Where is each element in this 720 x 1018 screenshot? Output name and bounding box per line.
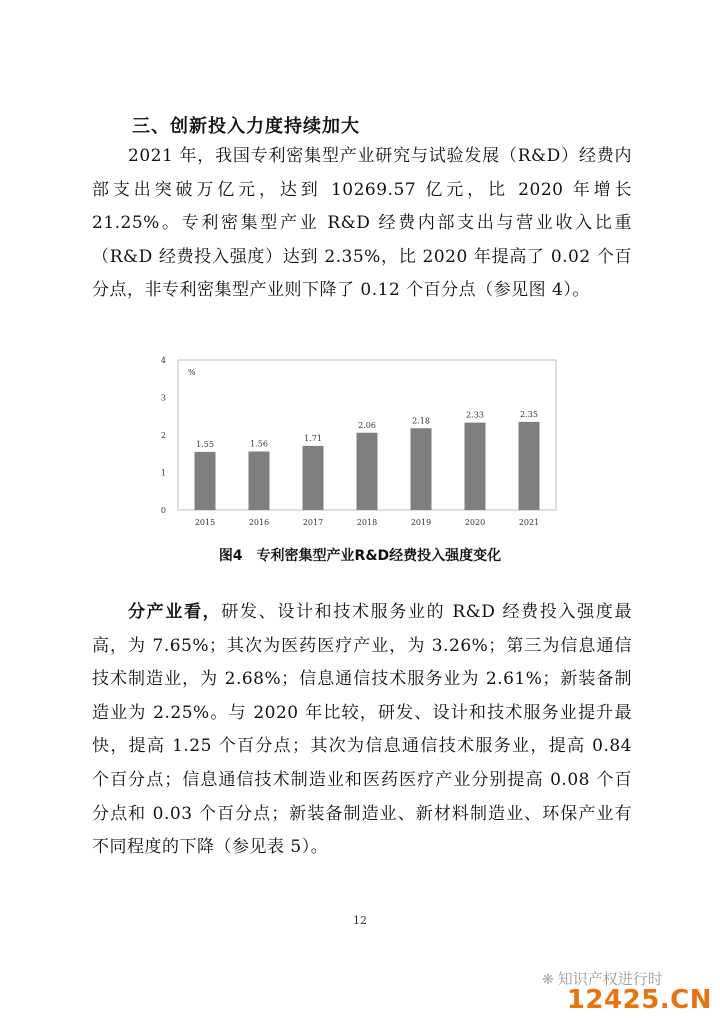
section-heading: 三、创新投入力度持续加大: [132, 116, 360, 137]
x-tick-label: 2021: [518, 518, 540, 527]
data-label: 2.33: [466, 410, 484, 420]
chart-svg: [148, 350, 568, 540]
x-tick-label: 2019: [410, 518, 432, 527]
paragraph-rd-expenditure: 2021 年，我国专利密集型产业研究与试验发展（R&D）经费内部支出突破万亿元，达到 10269.57 亿元，比 2020 年增长 21.25%。专利密集型产业 R&D 经费内部支出与营业收入比重（R&D 经费投入强度）达到 2.35%，比 2020 年提高了 0.02 个百分点，非专利密集型产业则下降了 0.12 个百分点（参见图 4）。: [92, 146, 632, 301]
bar: [519, 422, 540, 510]
page-number: 12: [353, 914, 367, 927]
y-tick-label: 1: [160, 468, 166, 478]
data-label: 2.18: [412, 416, 430, 426]
x-tick-label: 2017: [302, 518, 324, 527]
bar: [411, 428, 432, 510]
bar: [303, 446, 324, 510]
watermark-site: 12425.CN: [566, 985, 712, 1015]
bar: [357, 433, 378, 510]
watermark-source-text: 知识产权进行时: [557, 970, 663, 988]
data-label: 1.71: [304, 433, 322, 443]
paragraph-body: 研发、设计和技术服务业的 R&D 经费投入强度最高，为 7.65%；其次为医药医疗产业，为 3.26%；第三为信息通信技术制造业，为 2.68%；信息通信技术服务业为 2.61%；新装备制造业为 2.25%。与 2020 年比较，研发、设计和技术服务业提升最快，提高 1.25 个百分点；其次为信息通信技术服务业，提高 0.84 个百分点；信息通信技术制造业和医药医疗产业分别提高 0.08 个百分点和 0.03 个百分点；新装备制造业、新材料制造业、环保产业有不同程度的下降（参见表 5）。: [92, 602, 632, 858]
x-tick-label: 2018: [356, 518, 378, 527]
data-label: 1.56: [250, 439, 268, 449]
x-tick-label: 2016: [248, 518, 270, 527]
x-tick-label: 2020: [464, 518, 486, 527]
x-tick-label: 2015: [194, 518, 216, 527]
paragraph-lead: 分产业看，: [128, 602, 222, 622]
y-tick-label: 2: [160, 431, 166, 440]
bar: [249, 452, 270, 511]
bar: [465, 423, 486, 510]
y-tick-label: 4: [160, 356, 166, 365]
y-axis-unit: %: [188, 368, 196, 377]
data-label: 2.06: [358, 420, 376, 430]
paragraph-by-industry: [92, 596, 632, 865]
bar: [195, 452, 216, 510]
rd-intensity-chart: [148, 350, 568, 540]
y-tick-label: 3: [160, 393, 166, 403]
figure-caption: 图4 专利密集型产业R&D经费投入强度变化: [218, 548, 502, 564]
y-tick-label: 0: [160, 506, 166, 515]
data-label: 1.55: [196, 439, 214, 449]
data-label: 2.35: [520, 409, 538, 419]
wechat-icon: ❋: [542, 972, 554, 988]
